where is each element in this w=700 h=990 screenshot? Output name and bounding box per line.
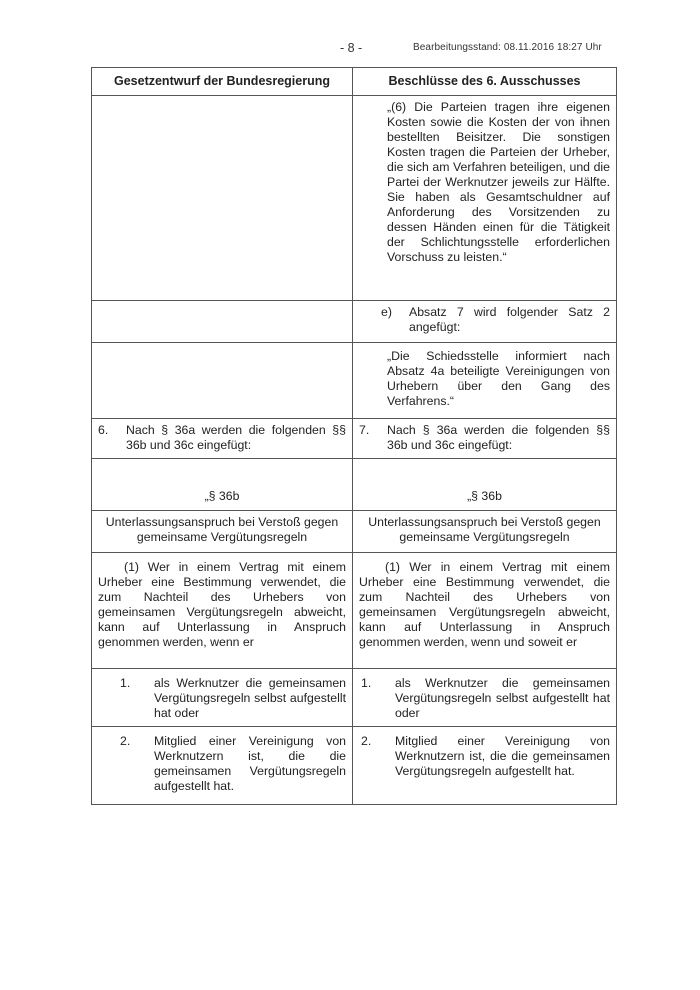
table-row: [92, 553, 617, 669]
list-item: [98, 676, 346, 721]
synopsis-table: [91, 67, 617, 805]
page-header: [0, 38, 700, 58]
section-title-left: Unterlassungsanspruch bei Verstoß gegen gemeinsame Vergütungsregeln: [92, 511, 353, 553]
list-item: [359, 734, 610, 779]
cell-right: [353, 553, 617, 669]
inserted-sentence: „Die Schiedsstelle informiert nach Absatz 4a beteiligte Vereinigungen von Urhebern über den Gang des Verfahrens.“: [387, 349, 610, 408]
subsection-1-text: (1) Wer in einem Vertrag mit einem Urheber eine Bestimmung verwendet, die zum Nachteil des Urhebers von gemeinsamen Vergütungsregeln abweicht, kann auf Unterlassung in Anspruch genommen werden, wenn er: [98, 560, 346, 649]
table-row: [92, 343, 617, 419]
item-number: 2.: [361, 734, 372, 748]
subsection-1-text: (1) Wer in einem Vertrag mit einem Urheber eine Bestimmung verwendet, die zum Nachteil des Urhebers von gemeinsamen Vergütungsregeln abweicht, kann auf Unterlassung in Anspruch genommen werden, wenn und soweit er: [359, 560, 610, 649]
cell-left-empty: [92, 343, 353, 419]
item-number: 7.: [359, 423, 370, 437]
table-row: [92, 669, 617, 727]
list-item: [359, 305, 610, 335]
table-row: [92, 419, 617, 459]
list-item: [359, 423, 610, 453]
list-item: [359, 676, 610, 721]
cell-right: [353, 419, 617, 459]
item-number: 6.: [98, 423, 109, 437]
item-number: 1.: [120, 676, 131, 690]
column-header-left: Gesetzentwurf der Bundesregierung: [92, 68, 353, 96]
cell-right: [353, 727, 617, 805]
item-text: Nach § 36a werden die folgenden §§ 36b und 36c eingefügt:: [126, 423, 346, 452]
item-text: Nach § 36a werden die folgenden §§ 36b und 36c eingefügt:: [387, 423, 610, 452]
edit-status: Bearbeitungsstand: 08.11.2016 18:27 Uhr: [413, 42, 602, 53]
cell-right: [353, 669, 617, 727]
item-text: Mitglied einer Vereinigung von Werknutzern ist, die die gemeinsamen Vergütungsregeln aufgestellt hat.: [395, 734, 610, 778]
item-text: als Werknutzer die gemeinsamen Vergütungsregeln selbst aufgestellt hat oder: [395, 676, 610, 720]
section-title-right: Unterlassungsanspruch bei Verstoß gegen gemeinsame Vergütungsregeln: [353, 511, 617, 553]
table-row: [92, 301, 617, 343]
cell-left: [92, 727, 353, 805]
cell-left-empty: [92, 96, 353, 301]
column-header-right: Beschlüsse des 6. Ausschusses: [353, 68, 617, 96]
list-item: [98, 423, 346, 453]
list-item: [98, 734, 346, 794]
item-number: 1.: [361, 676, 372, 690]
item-text: Mitglied einer Vereinigung von Werknutzern ist, die die gemeinsamen Vergütungsregeln aufgestellt hat.: [154, 734, 346, 793]
table-row: [92, 459, 617, 511]
cell-left: [92, 669, 353, 727]
cell-right: [353, 301, 617, 343]
table-row: [92, 727, 617, 805]
column-header-row: [92, 68, 617, 96]
cell-left: [92, 419, 353, 459]
cell-right: [353, 96, 617, 301]
page-number: - 8 -: [340, 41, 363, 55]
item-number: 2.: [120, 734, 131, 748]
item-text: als Werknutzer die gemeinsamen Vergütungsregeln selbst aufgestellt hat oder: [154, 676, 346, 720]
section-heading-right: „§ 36b: [353, 459, 617, 511]
section-heading-left: „§ 36b: [92, 459, 353, 511]
item-letter: e): [381, 305, 392, 319]
cell-left: [92, 553, 353, 669]
table-row: [92, 96, 617, 301]
cell-left-empty: [92, 301, 353, 343]
item-text: Absatz 7 wird folgender Satz 2 angefügt:: [409, 305, 610, 334]
paragraph-6-text: „(6) Die Parteien tragen ihre eigenen Kosten sowie die Kosten der von ihnen bestellten Beisitzer. Die sonstigen Kosten tragen die Parteien der Urheber, die sich am Verfahren beteiligen, und die Partei der Werknutzer jeweils zur Hälfte. Sie haben als Gesamtschuldner auf Anforderung des Vorsitzenden zu dessen Händen einen für die Tätigkeit der Schlichtungsstelle erforderlichen Vorschuss zu leisten.“: [387, 100, 610, 264]
table-row: [92, 511, 617, 553]
cell-right: [353, 343, 617, 419]
